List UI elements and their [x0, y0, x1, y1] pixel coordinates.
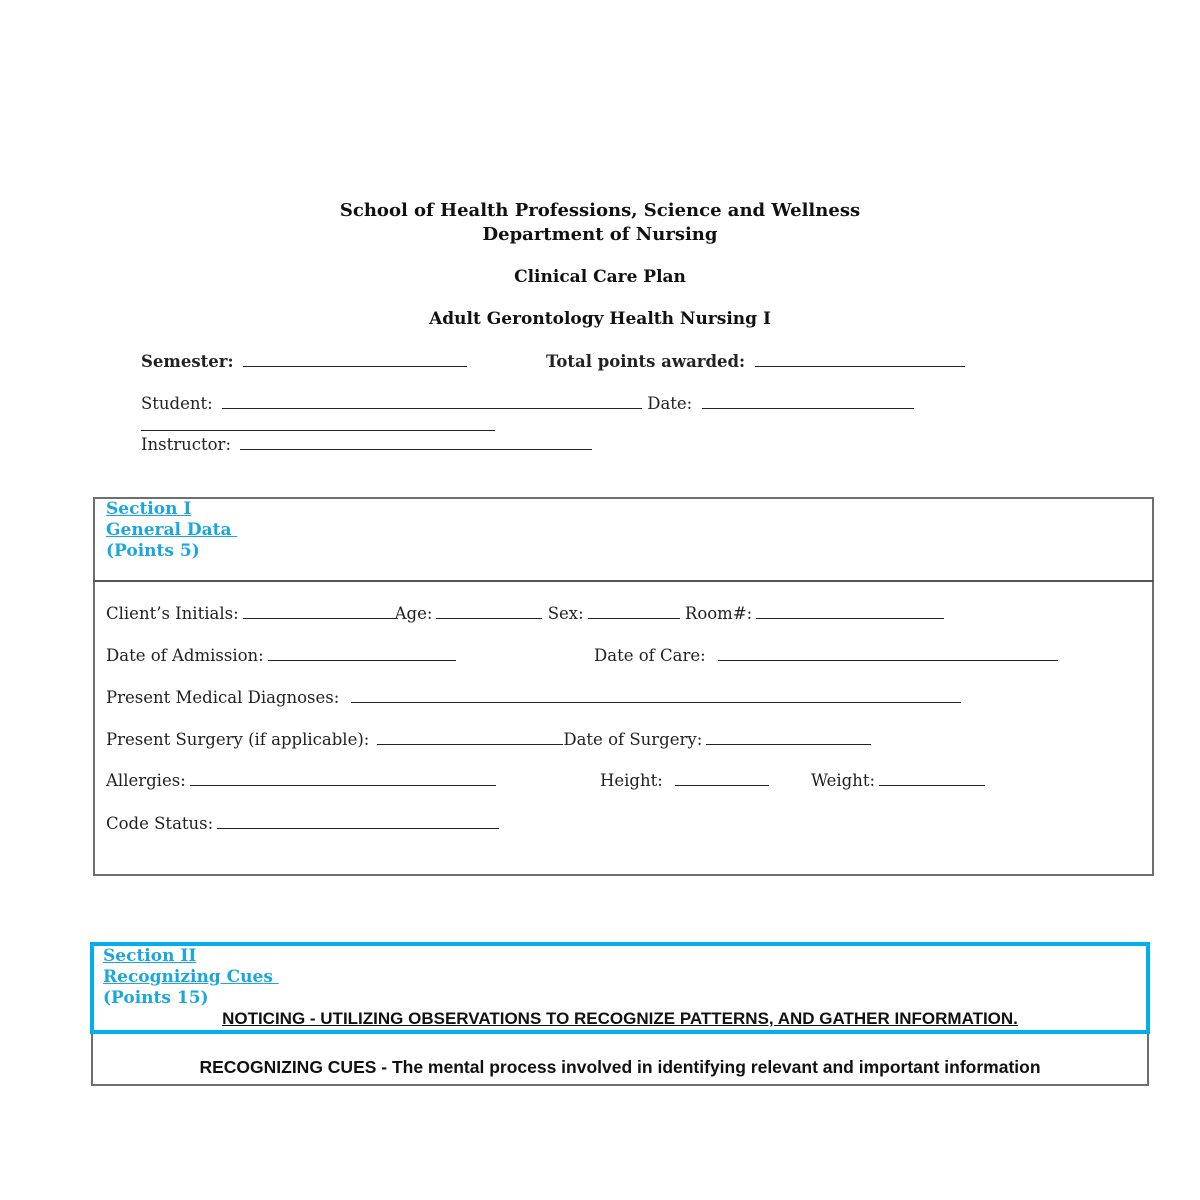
section-2-heading [103, 946, 279, 1009]
client-row [106, 604, 944, 623]
date-care-label: Date of Care: [594, 646, 706, 665]
section-1-heading [106, 499, 237, 562]
section-1-divider [93, 580, 1154, 582]
date-surgery-input[interactable] [706, 730, 871, 745]
document-title: Clinical Care Plan [514, 267, 686, 287]
section-1-subtitle: General Data [106, 520, 238, 540]
total-points-input[interactable] [755, 352, 965, 367]
date-label: Date: [647, 394, 693, 413]
semester-label: Semester: [141, 352, 234, 371]
recognizing-cues-definition: RECOGNIZING CUES - The mental process involved in identifying relevant and important information [199, 1057, 1041, 1077]
sex-input[interactable] [588, 604, 680, 619]
weight-label: Weight: [811, 771, 876, 790]
surgery-label: Present Surgery (if applicable): [106, 730, 370, 749]
code-status-input[interactable] [217, 814, 499, 829]
student-field [141, 394, 914, 413]
surgery-row [106, 730, 871, 749]
semester-input[interactable] [243, 352, 467, 367]
section-2-title: Section II [103, 946, 197, 966]
allergies-input[interactable] [190, 771, 496, 786]
instructor-field [141, 435, 592, 454]
noticing-heading: NOTICING - UTILIZING OBSERVATIONS TO RECOGNIZE PATTERNS, AND GATHER INFORMATION. [222, 1009, 1018, 1028]
height-input[interactable] [675, 771, 769, 786]
sex-label: Sex: [547, 604, 584, 623]
department-name: Department of Nursing [482, 224, 718, 245]
room-label: Room#: [684, 604, 753, 623]
height-label: Height: [600, 771, 663, 790]
allergies-field [106, 771, 496, 790]
age-input[interactable] [436, 604, 542, 619]
care-date-field [594, 646, 1058, 665]
date-surgery-label: Date of Surgery: [563, 730, 703, 749]
weight-field [811, 771, 985, 790]
surgery-input[interactable] [377, 730, 563, 745]
school-name: School of Health Professions, Science and Wellness [339, 200, 861, 221]
code-status-label: Code Status: [106, 814, 214, 833]
section-1-title: Section I [106, 499, 192, 519]
date-input[interactable] [702, 394, 914, 409]
instructor-input[interactable] [240, 435, 592, 450]
course-title: Adult Gerontology Health Nursing I [429, 309, 771, 329]
student-input[interactable] [222, 394, 642, 409]
code-status-field [106, 814, 499, 833]
date-care-input[interactable] [718, 646, 1058, 661]
client-initials-label: Client’s Initials: [106, 604, 239, 623]
medical-diagnoses-input[interactable] [351, 688, 961, 703]
admission-field [106, 646, 456, 665]
height-field [600, 771, 769, 790]
medical-diagnoses-label: Present Medical Diagnoses: [106, 688, 340, 707]
weight-input[interactable] [879, 771, 985, 786]
age-label: Age: [394, 604, 433, 623]
diagnoses-field [106, 688, 961, 707]
date-admission-label: Date of Admission: [106, 646, 264, 665]
total-points-field [546, 352, 965, 371]
room-input[interactable] [756, 604, 944, 619]
total-points-label: Total points awarded: [546, 352, 746, 371]
student-label: Student: [141, 394, 213, 413]
date-admission-input[interactable] [268, 646, 456, 661]
allergies-label: Allergies: [106, 771, 186, 790]
client-initials-input[interactable] [243, 604, 395, 619]
section-2-points: (Points 15) [103, 988, 209, 1008]
section-1-points: (Points 5) [106, 541, 200, 561]
semester-field [141, 352, 467, 371]
instructor-label: Instructor: [141, 435, 232, 454]
continuation-line [141, 430, 495, 431]
section-2-subtitle: Recognizing Cues [103, 967, 279, 987]
